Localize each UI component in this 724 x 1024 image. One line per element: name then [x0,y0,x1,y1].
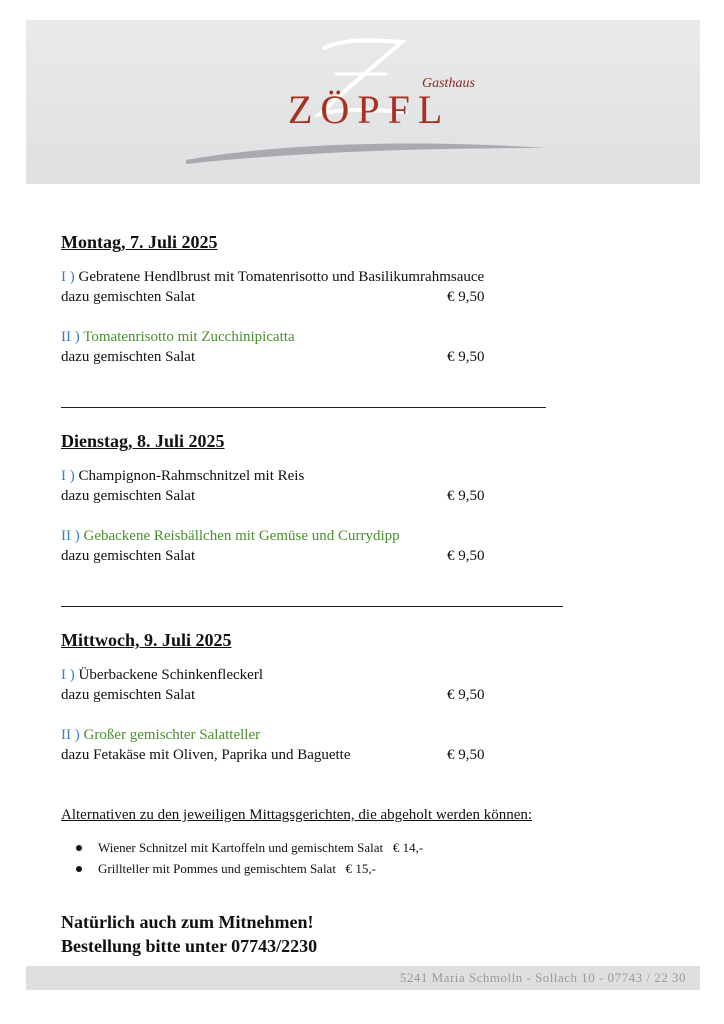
side-line [61,287,581,307]
day-title: Montag, 7. Juli 2025 [61,232,218,252]
logo-brand-name: ZÖPFL [288,87,451,132]
logo-gasthaus: Gasthaus [422,76,475,91]
dish-number: I ) [61,667,75,683]
dish-side: dazu gemischten Salat [61,488,196,504]
side-line [61,745,581,765]
alternative-text: Grillteller mit Pommes und gemischtem Salat € 15,- [98,861,377,876]
dish-name: Tomatenrisotto mit Zucchinipicatta [83,329,295,345]
takeaway-notice [61,910,317,958]
dish-number: II ) [61,727,80,743]
dish-number: I ) [61,468,75,484]
dish-line [61,267,581,287]
divider [61,407,546,408]
order-phone-line: Bestellung bitte unter 07743/2230 [61,936,318,956]
dish-name: Gebackene Reisbällchen mit Gemüse und Currydipp [83,528,400,544]
alternative-text: Wiener Schnitzel mit Kartoffeln und gemischtem Salat € 14,- [98,840,424,855]
dish-price: € 9,50 [447,747,485,763]
alternatives-title: Alternativen zu den jeweiligen Mittagsgerichten, die abgeholt werden können: [61,807,533,823]
footer-address: 5241 Maria Schmolln - Sollach 10 - 07743 / 22 30 [399,970,686,985]
takeaway-line: Natürlich auch zum Mitnehmen! [61,912,314,932]
dish-price: € 9,50 [447,687,485,703]
day-wednesday [61,630,581,765]
dish-side: dazu Fetakäse mit Oliven, Paprika und Baguette [61,747,351,763]
dish-number: II ) [61,528,80,544]
divider [61,606,563,607]
day-title: Dienstag, 8. Juli 2025 [61,431,225,451]
dish-number: II ) [61,329,80,345]
side-line [61,685,581,705]
footer-bar [26,966,700,990]
dish-number: I ) [61,269,75,285]
dish-line [61,327,581,347]
dish-price: € 9,50 [447,548,485,564]
dish-line [61,466,581,486]
header-banner [26,20,700,184]
dish-line [61,665,581,685]
dish-side: dazu gemischten Salat [61,349,196,365]
dish-side: dazu gemischten Salat [61,687,196,703]
day-monday [61,232,581,367]
logo-swoosh-icon [186,138,546,168]
dish-name: Gebratene Hendlbrust mit Tomatenrisotto und Basilikumrahmsauce [78,269,485,285]
side-line [61,546,581,566]
dish-price: € 9,50 [447,349,485,365]
bullet-icon [76,845,82,851]
side-line [61,486,581,506]
dish-side: dazu gemischten Salat [61,548,196,564]
side-line [61,347,581,367]
dish-line [61,725,581,745]
list-item [76,837,423,858]
dish-name: Überbackene Schinkenfleckerl [78,667,263,683]
list-item [76,858,423,879]
dish-line [61,526,581,546]
dish-side: dazu gemischten Salat [61,289,196,305]
day-tuesday [61,431,581,566]
day-title: Mittwoch, 9. Juli 2025 [61,630,232,650]
alternatives-list [76,837,423,879]
dish-price: € 9,50 [447,289,485,305]
dish-price: € 9,50 [447,488,485,504]
dish-name: Champignon-Rahmschnitzel mit Reis [78,468,305,484]
dish-name: Großer gemischter Salatteller [83,727,261,743]
bullet-icon [76,866,82,872]
